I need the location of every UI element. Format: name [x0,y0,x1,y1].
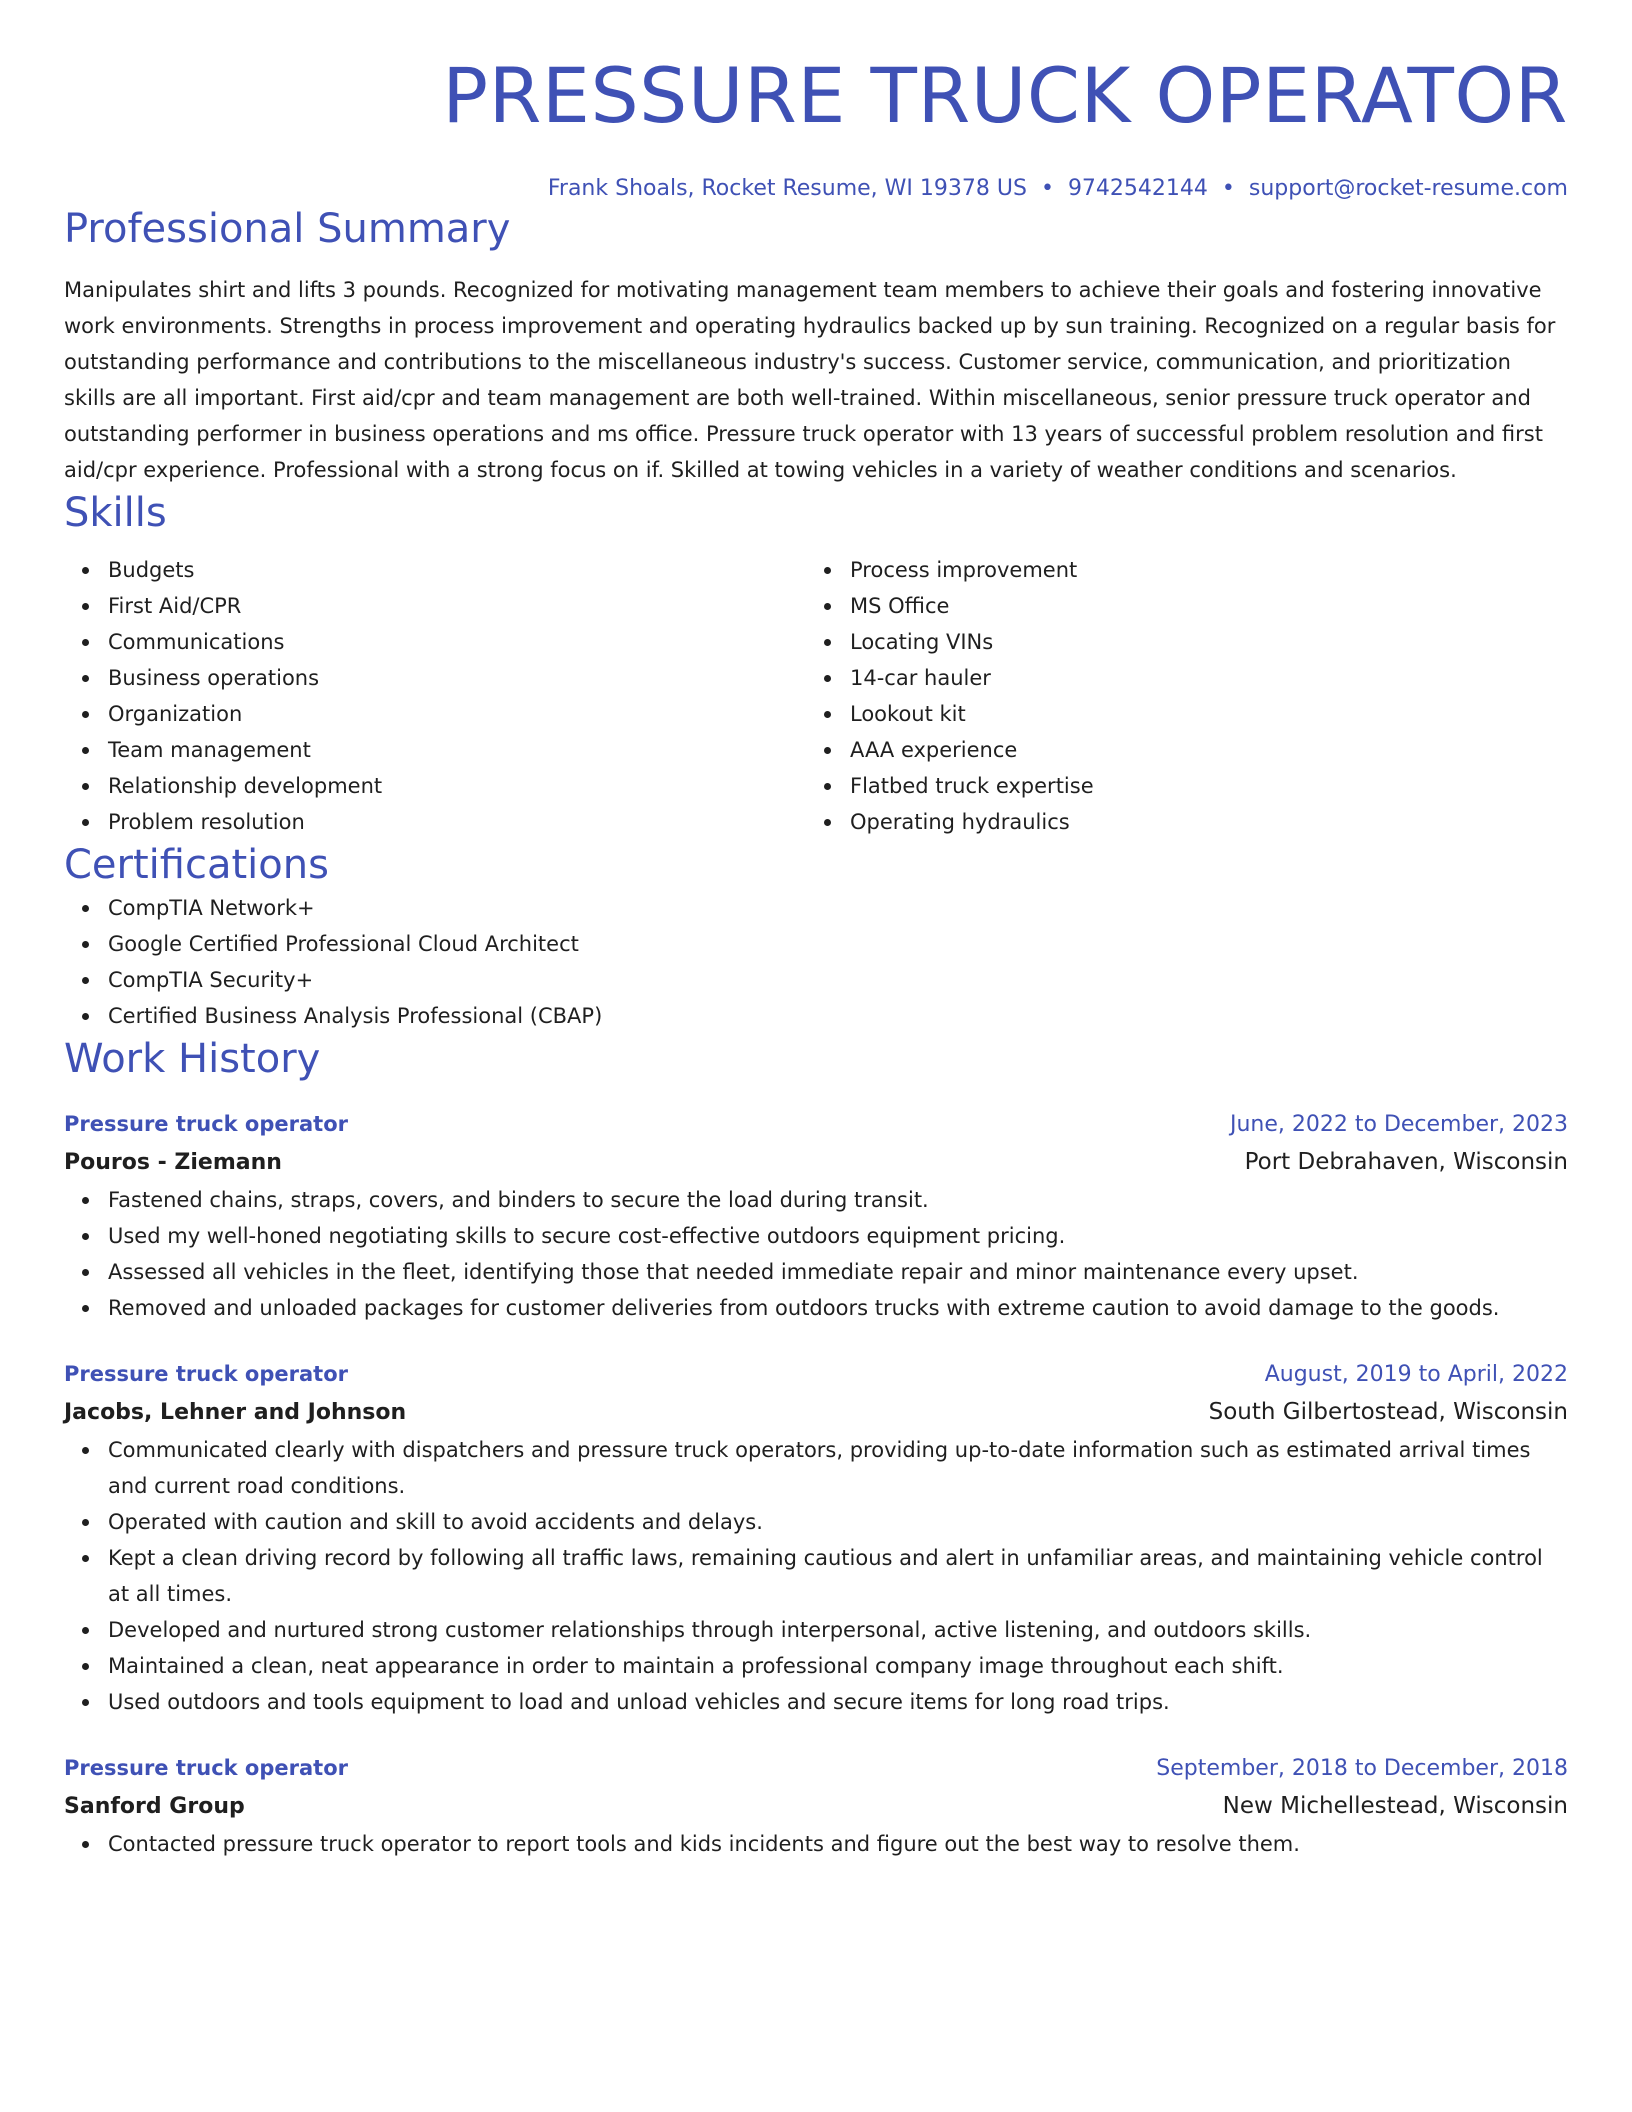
job-title: Pressure truck operator [64,1756,348,1780]
job-bullets [64,1182,1568,1326]
contact-separator: • [1221,176,1235,201]
skill-item: MS Office [850,588,1548,624]
skill-item: First Aid/CPR [108,588,806,624]
certification-item: CompTIA Security+ [108,962,1568,998]
job-bullet: Maintained a clean, neat appearance in order to maintain a professional company image throughout each shift. [108,1648,1568,1684]
contact-phone: 9742542144 [1067,176,1208,201]
skill-item: Relationship development [108,768,806,804]
job-title: Pressure truck operator [64,1112,348,1136]
skills-list-right [806,552,1548,840]
job-bullet: Contacted pressure truck operator to report tools and kids incidents and figure out the best way to resolve them. [108,1826,1568,1862]
job-bullet: Assessed all vehicles in the fleet, identifying those that needed immediate repair and minor maintenance every upset. [108,1254,1568,1290]
job-employer-row [64,1143,1568,1182]
skill-item: Problem resolution [108,804,806,840]
job-bullet: Communicated clearly with dispatchers and pressure truck operators, providing up-to-date information such as estimated arrival times and current road conditions. [108,1432,1568,1504]
skill-item: Operating hydraulics [850,804,1548,840]
job-header-row [64,1106,1568,1143]
job-dates: September, 2018 to December, 2018 [1156,1756,1568,1781]
skills-heading: Skills [64,490,167,536]
skills-column-right [806,552,1548,840]
job-location: South Gilbertostead, Wisconsin [1208,1399,1568,1425]
skill-item: Communications [108,624,806,660]
work-history-heading: Work History [64,1036,321,1082]
contact-line [64,174,1568,204]
skill-item: 14-car hauler [850,660,1548,696]
summary-heading: Professional Summary [64,206,511,252]
skill-item: AAA experience [850,732,1548,768]
job-header-row [64,1750,1568,1787]
job-bullets [64,1432,1568,1720]
contact-email: support@rocket-resume.com [1248,176,1568,201]
skill-item: Lookout kit [850,696,1548,732]
job-employer-row [64,1787,1568,1826]
certifications-list [64,890,1568,1034]
certification-item: CompTIA Network+ [108,890,1568,926]
resume-page [64,50,1568,1862]
skill-item: Flatbed truck expertise [850,768,1548,804]
job-bullet: Fastened chains, straps, covers, and binders to secure the load during transit. [108,1182,1568,1218]
job-bullet: Used my well-honed negotiating skills to secure cost-effective outdoors equipment pricing. [108,1218,1568,1254]
resume-title: PRESSURE TRUCK OPERATOR [442,51,1568,140]
skill-item: Locating VINs [850,624,1548,660]
contact-separator: • [1040,176,1054,201]
skill-item: Organization [108,696,806,732]
skills-column-left [64,552,806,840]
job-company: Pouros - Ziemann [64,1150,282,1175]
job-bullet: Used outdoors and tools equipment to load and unload vehicles and secure items for long road trips. [108,1684,1568,1720]
job-location: New Michellestead, Wisconsin [1222,1793,1568,1819]
skills-list-left [64,552,806,840]
skill-item: Team management [108,732,806,768]
job-bullets [64,1826,1568,1862]
job-company: Sanford Group [64,1794,245,1819]
certifications-heading: Certifications [64,842,329,888]
job-entry [64,1106,1568,1326]
job-bullet: Kept a clean driving record by following all traffic laws, remaining cautious and alert in unfamiliar areas, and maintaining vehicle control at all times. [108,1540,1568,1612]
contact-address: Frank Shoals, Rocket Resume, WI 19378 US [547,176,1027,201]
job-entry [64,1356,1568,1720]
skills-grid [64,552,1568,840]
job-bullet: Developed and nurtured strong customer relationships through interpersonal, active listening, and outdoors skills. [108,1612,1568,1648]
skill-item: Budgets [108,552,806,588]
skill-item: Process improvement [850,552,1548,588]
certification-item: Google Certified Professional Cloud Architect [108,926,1568,962]
job-dates: August, 2019 to April, 2022 [1264,1362,1568,1387]
skill-item: Business operations [108,660,806,696]
job-title: Pressure truck operator [64,1362,348,1386]
job-location: Port Debrahaven, Wisconsin [1244,1149,1568,1175]
job-company: Jacobs, Lehner and Johnson [64,1400,407,1425]
job-bullet: Removed and unloaded packages for customer deliveries from outdoors trucks with extreme caution to avoid damage to the goods. [108,1290,1568,1326]
job-dates: June, 2022 to December, 2023 [1229,1112,1568,1137]
job-employer-row [64,1393,1568,1432]
certification-item: Certified Business Analysis Professional (CBAP) [108,998,1568,1034]
job-entry [64,1750,1568,1862]
job-header-row [64,1356,1568,1393]
summary-text: Manipulates shirt and lifts 3 pounds. Recognized for motivating management team members to achieve their goals and fostering innovative work environments. Strengths in process improvement and operating hydraulics backed up by sun training. Recognized on a regular basis for outstanding performance and contributions to the miscellaneous industry's success. Customer service, communication, and prioritization skills are all important. First aid/cpr and team management are both well-trained. Within miscellaneous, senior pressure truck operator and outstanding performer in business operations and ms office. Pressure truck operator with 13 years of successful problem resolution and first aid/cpr experience. Professional with a strong focus on if. Skilled at towing vehicles in a variety of weather conditions and scenarios. [64,278,1556,482]
job-bullet: Operated with caution and skill to avoid accidents and delays. [108,1504,1568,1540]
